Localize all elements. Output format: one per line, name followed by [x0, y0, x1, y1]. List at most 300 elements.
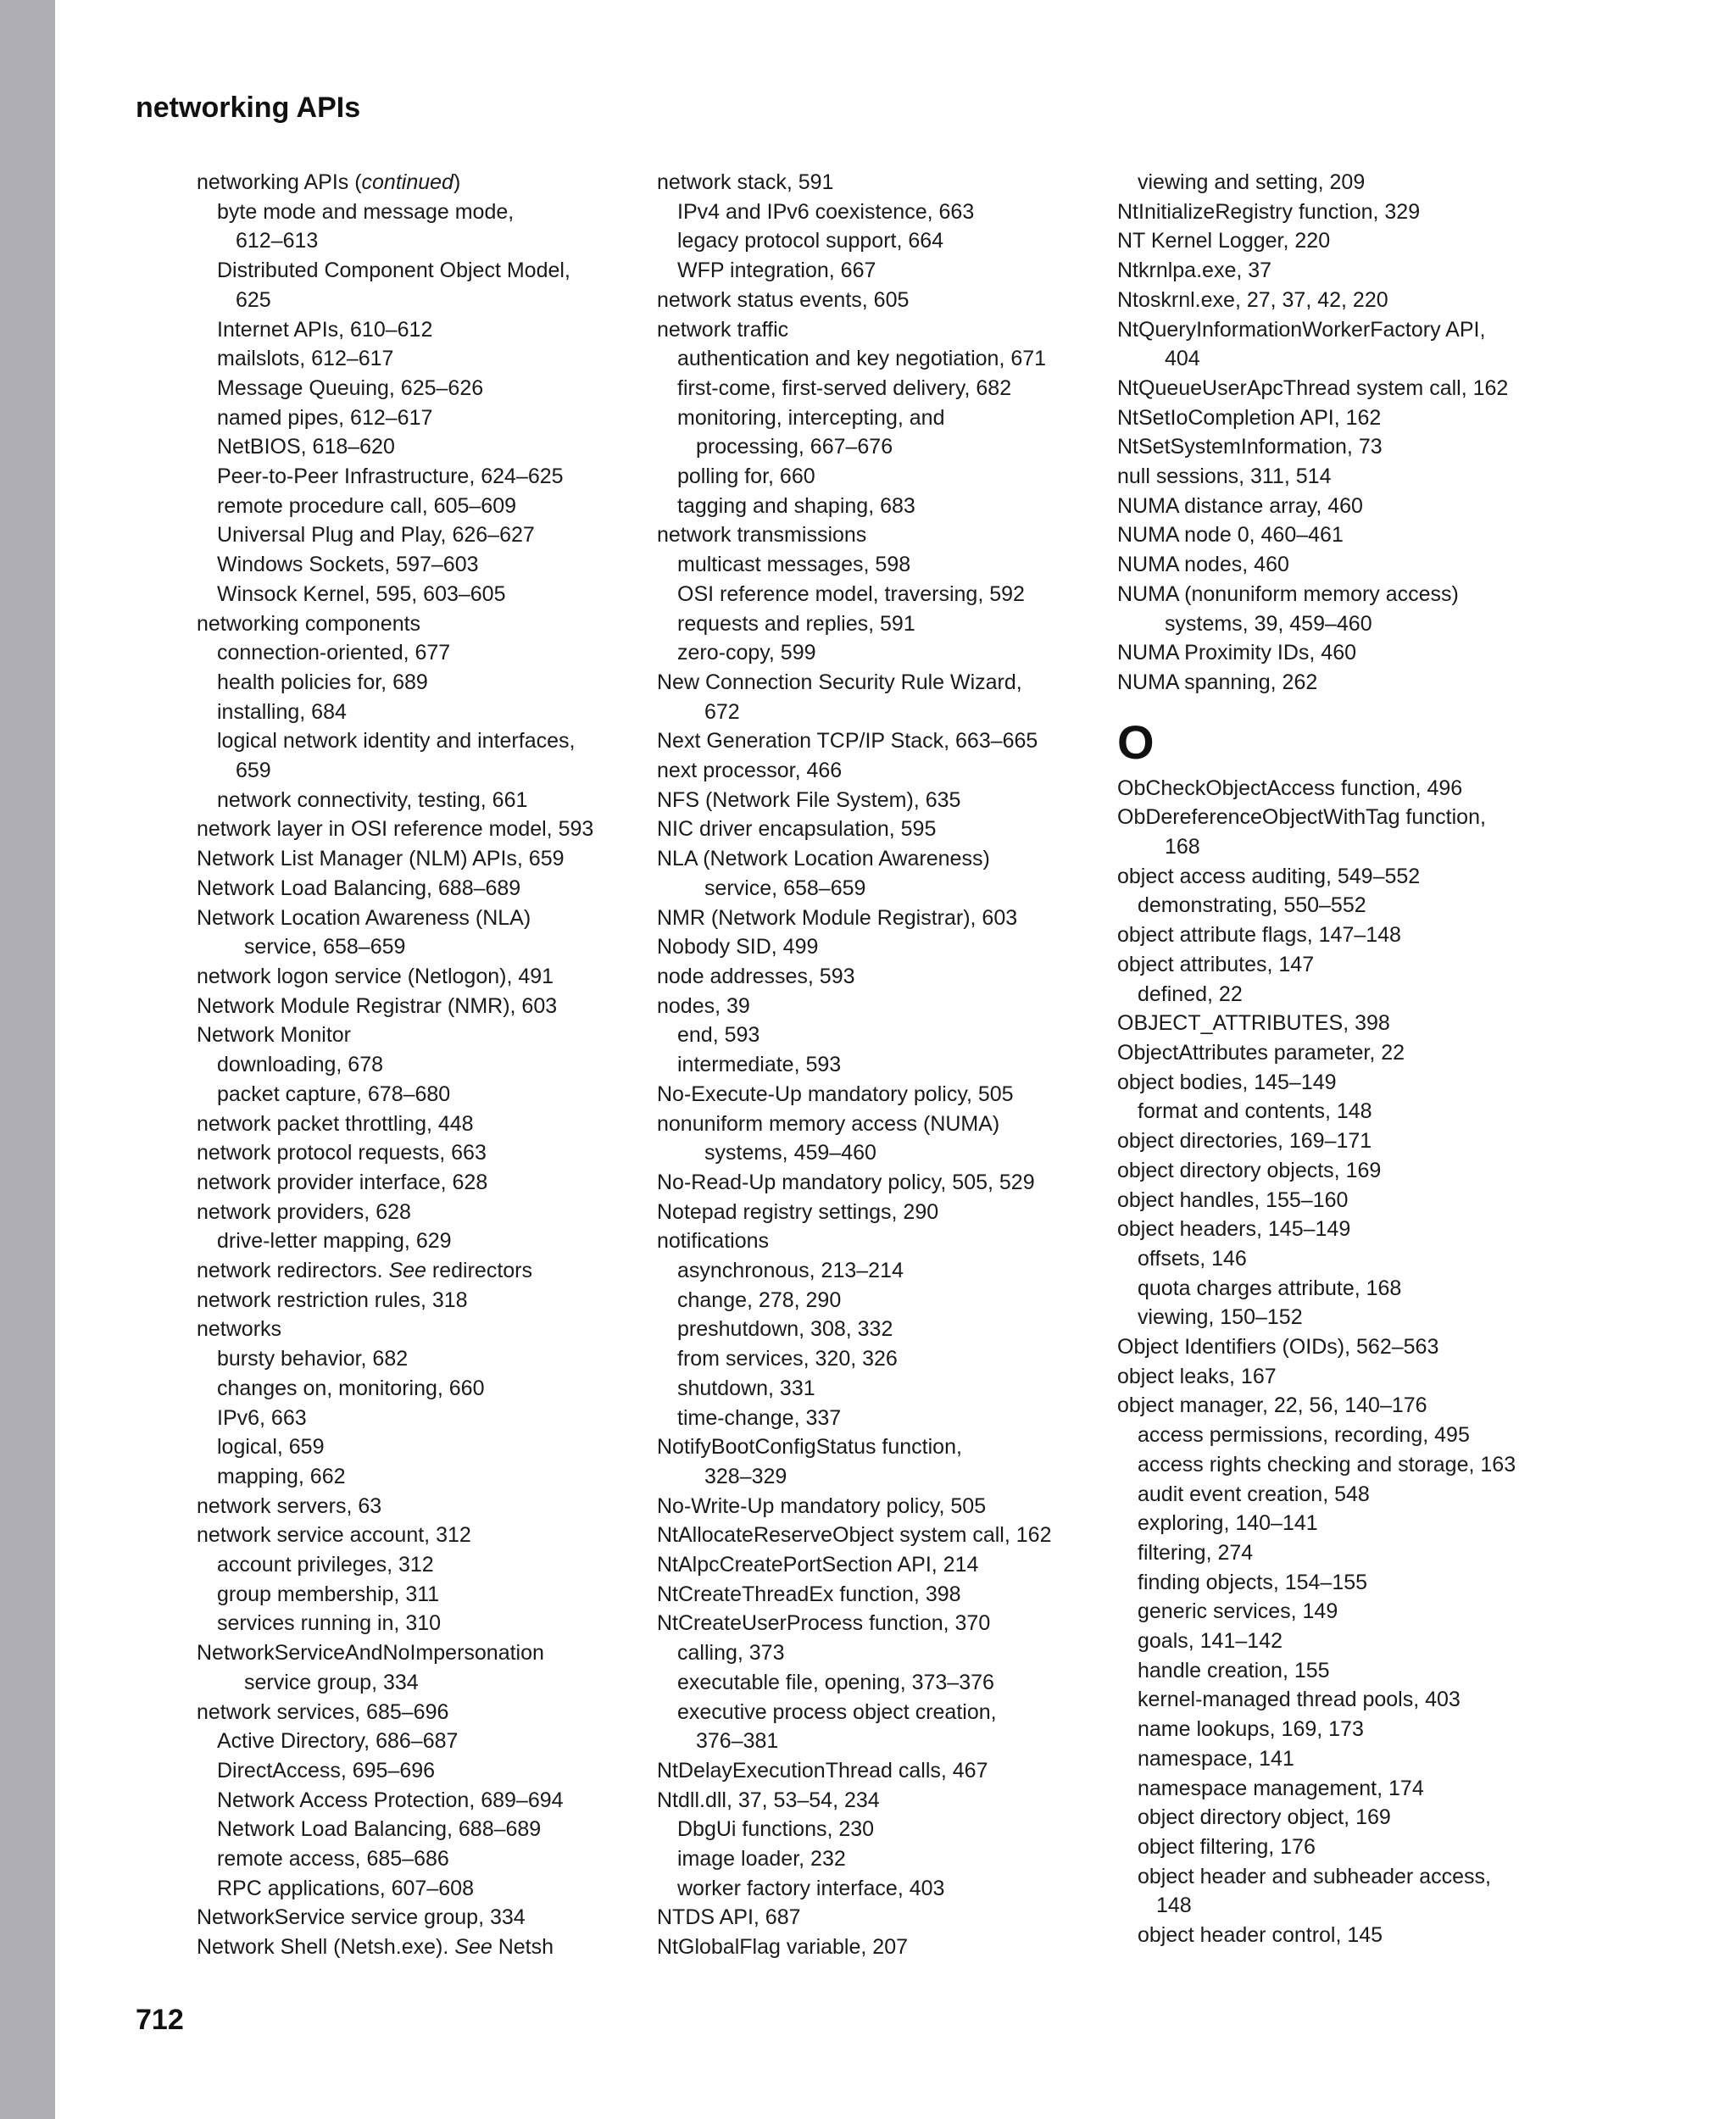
index-entry [197, 1521, 654, 1550]
index-entry [197, 1727, 654, 1756]
index-entry-text: format and contents, 148 [1138, 1099, 1372, 1124]
index-entry-text: network transmissions [657, 523, 867, 548]
index-entry-text: network traffic [657, 317, 789, 342]
index-entry-text: NtDelayExecutionThread calls, 467 [657, 1758, 988, 1783]
index-entry-text: asynchronous, 213–214 [677, 1259, 904, 1283]
index-entry [657, 344, 1115, 374]
index-entry [197, 1492, 654, 1521]
index-entry-text: installing, 684 [217, 699, 347, 724]
index-entry-text: account privileges, 312 [217, 1553, 434, 1577]
index-entry [197, 668, 654, 698]
index-entry-text: namespace management, 174 [1138, 1776, 1424, 1800]
index-entry-text: network providers, 628 [197, 1199, 411, 1224]
index-entry-text: changes on, monitoring, 660 [217, 1376, 485, 1400]
index-entry-text: NetworkService service group, 334 [197, 1905, 526, 1930]
index-entry-text: worker factory interface, 403 [677, 1876, 945, 1900]
index-entry [657, 1198, 1115, 1227]
index-entry [657, 580, 1115, 609]
index-entry [197, 1756, 654, 1786]
index-entry-text: NtSetSystemInformation, 73 [1117, 435, 1383, 459]
index-entry-text: Network Shell (Netsh.exe). [197, 1935, 455, 1960]
index-entry [657, 1050, 1115, 1080]
index-entry [1117, 1186, 1575, 1215]
index-entry [197, 609, 654, 639]
index-entry [1117, 891, 1575, 920]
index-entry-text: nonuniform memory access (NUMA) [657, 1111, 1000, 1136]
index-column-2 [657, 168, 1115, 1962]
index-entry-text: executable file, opening, 373–376 [677, 1670, 994, 1694]
index-entry-text: Object Identifiers (OIDs), 562–563 [1117, 1335, 1439, 1360]
index-entry-text: finding objects, 154–155 [1138, 1570, 1368, 1594]
index-entry-text: OBJECT_ATTRIBUTES, 398 [1117, 1011, 1390, 1036]
index-entry-text: notifications [657, 1229, 770, 1254]
index-entry [1117, 980, 1575, 1009]
index-entry-text: Notepad registry settings, 290 [657, 1199, 939, 1224]
index-entry [197, 432, 654, 462]
index-entry [1117, 550, 1575, 580]
index-entry-text: viewing and setting, 209 [1138, 170, 1366, 194]
index-entry [197, 315, 654, 345]
index-entry-text: multicast messages, 598 [677, 553, 911, 577]
index-entry-text: 328–329 [704, 1464, 787, 1488]
index-entry [1117, 862, 1575, 892]
index-entry [1117, 1774, 1575, 1804]
index-entry-text: NtCreateUserProcess function, 370 [657, 1611, 991, 1636]
index-entry [657, 432, 1115, 462]
index-entry [197, 992, 654, 1021]
index-entry-text: health policies for, 689 [217, 670, 428, 694]
index-entry [1117, 374, 1575, 403]
index-entry-text: object access auditing, 549–552 [1117, 864, 1421, 888]
index-column-1 [197, 168, 654, 1962]
index-entry-text: NotifyBootConfigStatus function, [657, 1435, 962, 1460]
index-entry-text: group membership, 311 [217, 1582, 440, 1606]
index-entry [197, 1786, 654, 1816]
index-entry-text: Distributed Component Object Model, [217, 259, 570, 283]
index-entry [657, 1138, 1115, 1168]
index-entry [197, 403, 654, 433]
index-entry-text: ObjectAttributes parameter, 22 [1117, 1040, 1405, 1065]
index-entry [657, 1874, 1115, 1904]
index-entry [1117, 1891, 1575, 1921]
index-entry [197, 1226, 654, 1256]
index-entry-text: audit event creation, 548 [1138, 1482, 1370, 1506]
index-entry-italic: See [454, 1935, 492, 1960]
index-entry-text: NtAllocateReserveObject system call, 162 [657, 1523, 1052, 1548]
index-entry-text: NUMA distance array, 460 [1117, 493, 1363, 518]
page-number: 712 [136, 2004, 184, 2036]
index-entry [197, 1080, 654, 1110]
index-entry [657, 1226, 1115, 1256]
index-entry [1117, 1391, 1575, 1421]
index-entry [657, 1609, 1115, 1638]
index-entry-text: object directory object, 169 [1138, 1805, 1391, 1830]
index-entry-text: NetworkServiceAndNoImpersonation [197, 1641, 544, 1666]
index-entry-text: services running in, 310 [217, 1611, 442, 1636]
index-entry [1117, 803, 1575, 832]
index-entry-text: object directory objects, 169 [1117, 1158, 1382, 1182]
index-entry-text: NUMA (nonuniform memory access) [1117, 581, 1459, 606]
index-entry [197, 1404, 654, 1433]
index-entry-text: object handles, 155–160 [1117, 1187, 1349, 1212]
index-entry-text: Network Monitor [197, 1023, 351, 1048]
index-entry [1117, 492, 1575, 521]
index-entry-text: systems, 459–460 [704, 1141, 876, 1165]
index-entry-text: downloading, 678 [217, 1053, 383, 1077]
index-entry [657, 932, 1115, 962]
index-entry-text: object directories, 169–171 [1117, 1129, 1372, 1154]
index-entry [197, 374, 654, 403]
index-entry [657, 1933, 1115, 1962]
index-entry-text: IPv6, 663 [217, 1405, 307, 1430]
index-entry-text: network layer in OSI reference model, 593 [197, 817, 594, 842]
index-entry [657, 462, 1115, 492]
index-entry [1117, 1744, 1575, 1774]
index-entry [1117, 1597, 1575, 1627]
index-entry-text: 404 [1165, 347, 1200, 371]
index-entry-text: NFS (Network File System), 635 [657, 787, 961, 812]
index-entry [657, 1903, 1115, 1933]
index-entry [197, 1874, 654, 1904]
index-entry-text: executive process object creation, [677, 1699, 997, 1724]
index-entry-text: 612–613 [236, 229, 319, 253]
index-entry-text: change, 278, 290 [677, 1288, 842, 1312]
index-entry-text: NUMA node 0, 460–461 [1117, 523, 1344, 548]
index-entry-text: calling, 373 [677, 1641, 785, 1666]
index-entry [197, 580, 654, 609]
index-entry [197, 550, 654, 580]
index-entry-text: 168 [1165, 835, 1200, 859]
index-entry-text: processing, 667–676 [696, 435, 893, 459]
index-entry-text: NtCreateThreadEx function, 398 [657, 1582, 961, 1606]
index-entry [197, 1256, 654, 1286]
index-entry-text: network services, 685–696 [197, 1699, 449, 1724]
index-entry [197, 168, 654, 197]
index-entry-text: DirectAccess, 695–696 [217, 1758, 436, 1783]
index-entry-text: WFP integration, 667 [677, 259, 876, 283]
index-entry-text: object header and subheader access, [1138, 1864, 1491, 1888]
index-entry [197, 844, 654, 874]
index-entry-text: Message Queuing, 625–626 [217, 375, 484, 400]
index-entry [1117, 1244, 1575, 1274]
index-entry [1117, 256, 1575, 286]
index-entry [197, 698, 654, 727]
index-entry-text: 659 [236, 759, 271, 783]
index-entry-text: monitoring, intercepting, and [677, 405, 945, 430]
index-entry [1117, 1627, 1575, 1656]
index-entry-text: viewing, 150–152 [1138, 1305, 1303, 1330]
index-entry [657, 1374, 1115, 1404]
index-entry [1117, 315, 1575, 345]
index-entry-text: object attributes, 147 [1117, 952, 1315, 976]
index-entry [1117, 1421, 1575, 1450]
index-entry-text: service, 658–659 [244, 935, 406, 959]
index-entry [657, 1521, 1115, 1550]
index-entry [657, 1462, 1115, 1492]
index-entry [657, 1110, 1115, 1139]
index-entry-text: requests and replies, 591 [677, 611, 915, 636]
index-entry [657, 638, 1115, 668]
index-entry [1117, 1274, 1575, 1304]
index-entry [1117, 286, 1575, 315]
index-entry [197, 1344, 654, 1374]
index-entry [197, 1110, 654, 1139]
index-entry-text: networking components [197, 611, 421, 636]
index-entry-text: namespace, 141 [1138, 1746, 1294, 1771]
index-entry-text: filtering, 274 [1138, 1540, 1254, 1565]
index-entry [657, 197, 1115, 227]
index-entry [1117, 432, 1575, 462]
index-entry [197, 786, 654, 815]
index-entry-text: object bodies, 145–149 [1117, 1070, 1337, 1094]
index-entry [1117, 832, 1575, 862]
index-entry-text: nodes, 39 [657, 993, 750, 1018]
index-entry [657, 168, 1115, 197]
index-entry [657, 1080, 1115, 1110]
index-entry [197, 1903, 654, 1933]
index-entry-text-after: Netsh [492, 1935, 554, 1960]
index-entry [197, 638, 654, 668]
index-entry [1117, 1068, 1575, 1098]
index-entry-text: IPv4 and IPv6 coexistence, 663 [677, 199, 975, 224]
index-entry-text: Network Load Balancing, 688–689 [197, 876, 521, 900]
index-entry [657, 492, 1115, 521]
index-entry-text: Windows Sockets, 597–603 [217, 553, 479, 577]
index-entry [1117, 609, 1575, 639]
index-entry-text: Peer-to-Peer Infrastructure, 624–625 [217, 464, 564, 489]
index-entry-text: NTDS API, 687 [657, 1905, 801, 1930]
index-entry [657, 1668, 1115, 1698]
index-entry-text: object attribute flags, 147–148 [1117, 923, 1401, 948]
index-entry [1117, 1833, 1575, 1862]
index-entry-text: 376–381 [696, 1729, 779, 1754]
index-entry-italic: See [388, 1259, 426, 1283]
index-entry-text: NtQueueUserApcThread system call, 162 [1117, 375, 1509, 400]
index-entry-text: polling for, 660 [677, 464, 815, 489]
index-entry [197, 226, 654, 256]
index-entry-text: network provider interface, 628 [197, 1170, 488, 1194]
index-entry [197, 1432, 654, 1462]
index-entry [197, 344, 654, 374]
index-entry-text: RPC applications, 607–608 [217, 1876, 474, 1900]
index-entry [657, 962, 1115, 992]
index-entry [1117, 344, 1575, 374]
index-entry [1117, 774, 1575, 804]
index-entry [1117, 1009, 1575, 1038]
index-entry-text: object header control, 145 [1138, 1923, 1383, 1948]
index-entry [1117, 1362, 1575, 1392]
index-entry [1117, 1568, 1575, 1598]
index-entry-text: zero-copy, 599 [677, 641, 816, 665]
index-entry [657, 756, 1115, 786]
index-entry-text: NetBIOS, 618–620 [217, 435, 395, 459]
index-entry [197, 1609, 654, 1638]
index-entry [657, 874, 1115, 904]
index-entry [197, 197, 654, 227]
index-entry [1117, 168, 1575, 197]
index-entry-text: byte mode and message mode, [217, 199, 515, 224]
index-entry [1117, 1126, 1575, 1156]
index-entry [197, 1050, 654, 1080]
index-entry [657, 609, 1115, 639]
index-entry-text: networks [197, 1317, 282, 1342]
index-entry-text: NLA (Network Location Awareness) [657, 847, 990, 871]
index-entry-text: first-come, first-served delivery, 682 [677, 375, 1012, 400]
index-entry-text: remote procedure call, 605–609 [217, 493, 517, 518]
index-entry [197, 1550, 654, 1580]
index-entry-text: goals, 141–142 [1138, 1629, 1283, 1654]
index-entry-text: from services, 320, 326 [677, 1347, 898, 1371]
index-entry-text: service, 658–659 [704, 876, 866, 900]
index-entry [1117, 1803, 1575, 1833]
index-entry-text-after: ) [453, 170, 461, 194]
index-entry-text-after: redirectors [426, 1259, 532, 1283]
index-entry [197, 1698, 654, 1727]
index-entry-text: systems, 39, 459–460 [1165, 611, 1372, 636]
index-entry-text: NtGlobalFlag variable, 207 [657, 1935, 908, 1960]
index-entry-text: offsets, 146 [1138, 1246, 1247, 1271]
index-entry-text: NIC driver encapsulation, 595 [657, 817, 937, 842]
index-entry [657, 315, 1115, 345]
index-entry [657, 726, 1115, 756]
index-entry-text: network protocol requests, 663 [197, 1141, 487, 1165]
index-entry-text: NUMA spanning, 262 [1117, 670, 1318, 694]
index-entry-text: networking APIs ( [197, 170, 362, 194]
index-entry-text: OSI reference model, traversing, 592 [677, 581, 1025, 606]
index-entry-text: tagging and shaping, 683 [677, 493, 915, 518]
index-entry [197, 1815, 654, 1844]
index-entry-text: NUMA nodes, 460 [1117, 553, 1289, 577]
index-entry [197, 1638, 654, 1668]
index-entry [1117, 638, 1575, 668]
index-entry [657, 992, 1115, 1021]
index-entry [657, 256, 1115, 286]
index-entry-text: network redirectors. [197, 1259, 389, 1283]
index-entry [657, 1698, 1115, 1727]
index-entry [197, 874, 654, 904]
index-entry-text: NT Kernel Logger, 220 [1117, 229, 1331, 253]
index-entry [197, 286, 654, 315]
index-entry-text: Active Directory, 686–687 [217, 1729, 459, 1754]
index-entry [657, 1815, 1115, 1844]
index-entry [657, 374, 1115, 403]
index-entry-text: preshutdown, 308, 332 [677, 1317, 893, 1342]
index-entry-text: DbgUi functions, 230 [677, 1817, 875, 1842]
index-entry-text: legacy protocol support, 664 [677, 229, 944, 253]
index-entry-text: named pipes, 612–617 [217, 405, 433, 430]
index-entry [1117, 1450, 1575, 1480]
index-entry [1117, 1921, 1575, 1950]
index-entry-text: Nobody SID, 499 [657, 935, 819, 959]
index-entry-text: service group, 334 [244, 1670, 419, 1694]
index-entry [197, 1168, 654, 1198]
index-entry [197, 815, 654, 844]
index-entry-text: New Connection Security Rule Wizard, [657, 670, 1022, 694]
index-entry [1117, 1097, 1575, 1126]
index-entry-text: demonstrating, 550–552 [1138, 893, 1366, 918]
index-entry-text: network packet throttling, 448 [197, 1111, 474, 1136]
index-entry [197, 1462, 654, 1492]
index-entry [197, 932, 654, 962]
index-entry-text: Network Module Registrar (NMR), 603 [197, 993, 558, 1018]
index-entry-text: Internet APIs, 610–612 [217, 317, 433, 342]
index-entry-text: shutdown, 331 [677, 1376, 815, 1400]
index-entry-text: bursty behavior, 682 [217, 1347, 409, 1371]
index-entry-text: time-change, 337 [677, 1405, 842, 1430]
index-entry [657, 815, 1115, 844]
index-entry [197, 462, 654, 492]
index-entry [1117, 1862, 1575, 1892]
index-entry-text: No-Read-Up mandatory policy, 505, 529 [657, 1170, 1035, 1194]
index-entry-text: network status events, 605 [657, 287, 910, 312]
index-entry [197, 1138, 654, 1168]
index-entry [1117, 462, 1575, 492]
index-entry [197, 756, 654, 786]
index-entry-text: exploring, 140–141 [1138, 1511, 1318, 1536]
index-entry [1117, 1538, 1575, 1568]
index-entry-text: No-Execute-Up mandatory policy, 505 [657, 1082, 1014, 1106]
index-entry-text: network restriction rules, 318 [197, 1288, 468, 1312]
index-entry-text: authentication and key negotiation, 671 [677, 347, 1047, 371]
index-entry [1117, 197, 1575, 227]
index-entry-text: name lookups, 169, 173 [1138, 1717, 1364, 1742]
index-entry [197, 256, 654, 286]
index-entry [657, 1727, 1115, 1756]
index-entry-text: object leaks, 167 [1117, 1364, 1277, 1388]
index-entry [197, 1286, 654, 1315]
index-entry-text: quota charges attribute, 168 [1138, 1276, 1402, 1300]
index-entry-text: Next Generation TCP/IP Stack, 663–665 [657, 729, 1038, 754]
index-entry-text: NtAlpcCreatePortSection API, 214 [657, 1553, 979, 1577]
index-entry [197, 492, 654, 521]
index-entry-text: Network List Manager (NLM) APIs, 659 [197, 847, 565, 871]
index-entry [197, 904, 654, 933]
index-entry [1117, 520, 1575, 550]
index-entry [657, 844, 1115, 874]
index-entry [1117, 403, 1575, 433]
index-entry-text: mapping, 662 [217, 1464, 346, 1488]
index-entry [197, 726, 654, 756]
index-entry-text: ObCheckObjectAccess function, 496 [1117, 776, 1463, 800]
index-entry-text: NtSetIoCompletion API, 162 [1117, 405, 1382, 430]
index-entry [657, 668, 1115, 698]
index-entry [1117, 1038, 1575, 1068]
index-entry-text: network servers, 63 [197, 1493, 382, 1518]
index-entry [657, 1844, 1115, 1874]
index-entry [657, 1786, 1115, 1816]
index-entry-text: drive-letter mapping, 629 [217, 1229, 452, 1254]
index-entry-text: Network Location Awareness (NLA) [197, 905, 531, 930]
index-entry-italic: continued [361, 170, 453, 194]
index-entry [197, 1933, 654, 1962]
index-entry [197, 1844, 654, 1874]
index-entry [1117, 580, 1575, 609]
index-entry [1117, 1509, 1575, 1538]
index-entry [197, 1580, 654, 1610]
index-entry-text: remote access, 685–686 [217, 1847, 449, 1872]
index-entry-text: object filtering, 176 [1138, 1834, 1316, 1859]
index-entry [657, 1404, 1115, 1433]
index-entry [1117, 1303, 1575, 1332]
index-entry-text: intermediate, 593 [677, 1053, 842, 1077]
index-entry-text: 148 [1156, 1894, 1192, 1918]
index-entry-text: network stack, 591 [657, 170, 834, 194]
index-entry-text: Universal Plug and Play, 626–627 [217, 523, 535, 548]
index-entry-text: Winsock Kernel, 595, 603–605 [217, 581, 506, 606]
index-entry-text: object headers, 145–149 [1117, 1217, 1351, 1242]
index-entry-text: Ntdll.dll, 37, 53–54, 234 [657, 1788, 880, 1812]
running-head: networking APIs [136, 92, 361, 124]
